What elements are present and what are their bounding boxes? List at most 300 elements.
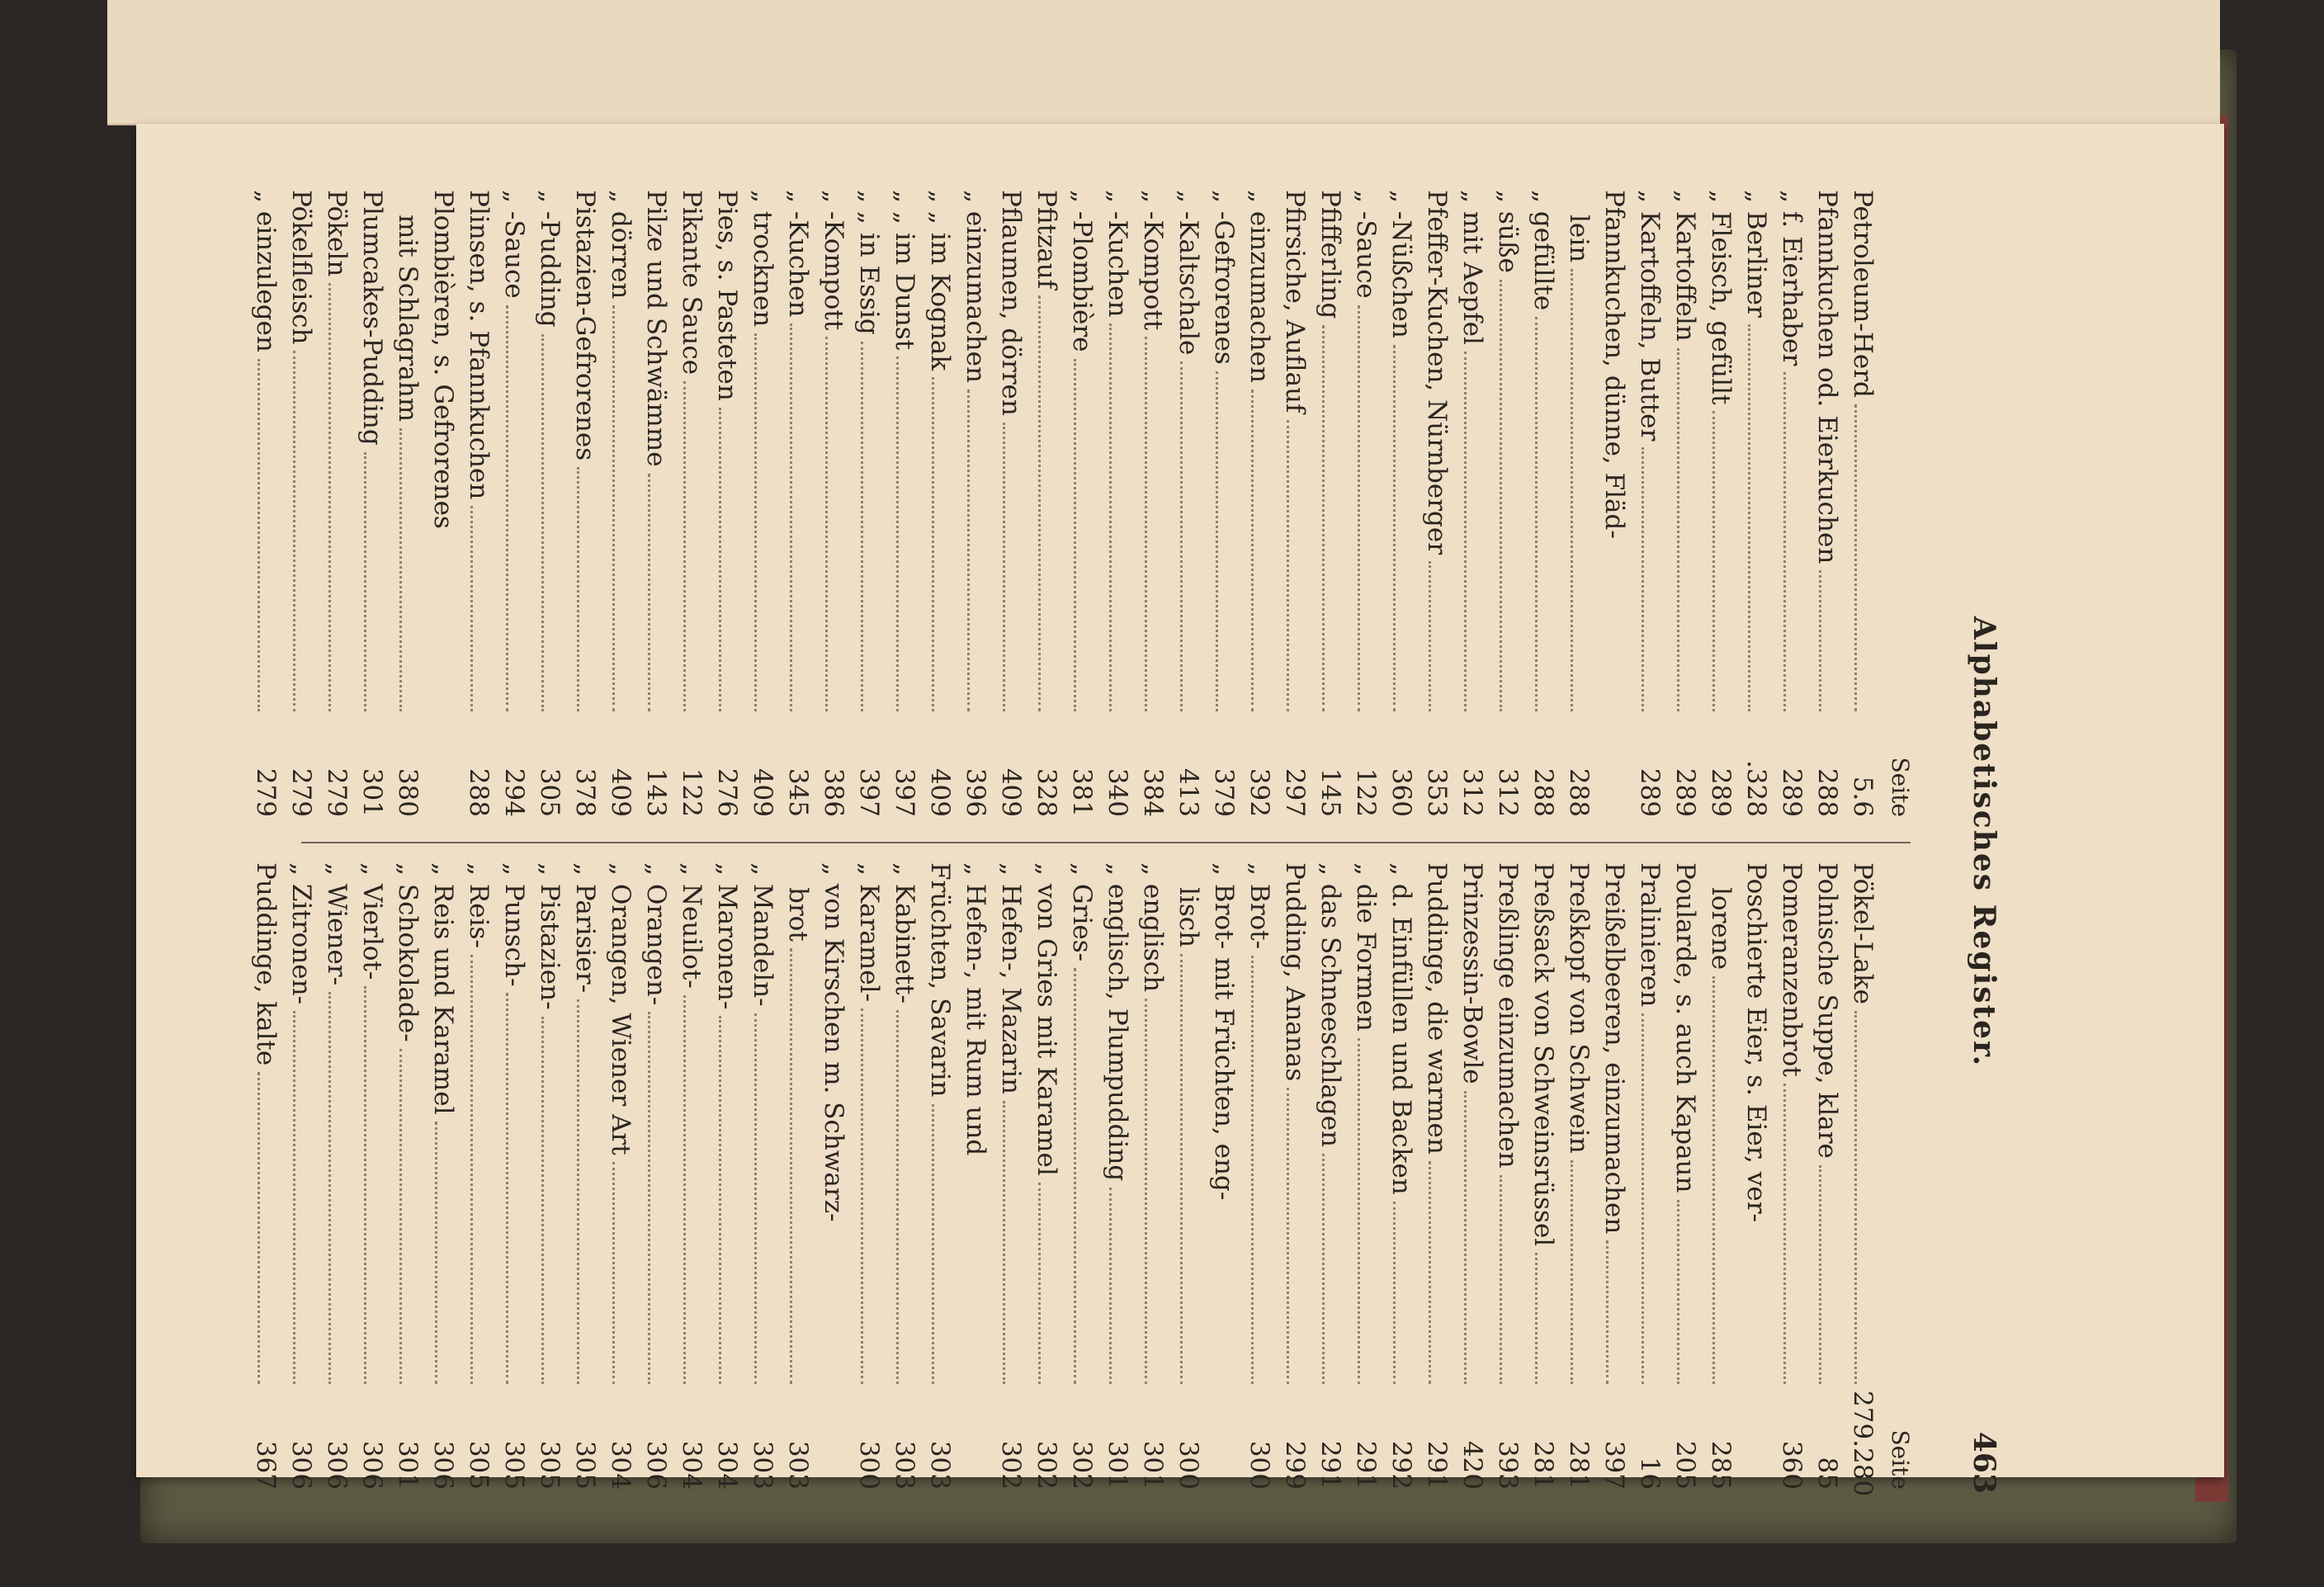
- page-reference: 397: [890, 768, 919, 817]
- page-reference: 289: [1635, 768, 1665, 817]
- page-reference: 303: [890, 1440, 919, 1490]
- index-term: „ dörren: [606, 190, 635, 300]
- dot-leader: [1748, 324, 1750, 711]
- facing-page-edge: [107, 0, 2220, 125]
- index-entry: [1807, 190, 1842, 817]
- index-entry: [423, 862, 458, 1490]
- index-entry: [1807, 862, 1842, 1490]
- dot-leader: [967, 390, 970, 711]
- index-entry: [1026, 190, 1061, 817]
- index-entry: [884, 190, 919, 817]
- page-reference: 288: [1564, 768, 1594, 817]
- index-entry: [281, 862, 316, 1490]
- page-reference: 380: [393, 768, 423, 817]
- index-entry: [281, 190, 316, 817]
- index-entry: [1026, 862, 1061, 1490]
- index-entry: [352, 862, 387, 1490]
- page-reference: 312: [1493, 768, 1523, 817]
- index-term: „ „ im Dunst: [890, 190, 919, 351]
- page-reference: 312: [1457, 768, 1487, 817]
- index-term: „ -Nüßchen: [1386, 190, 1416, 338]
- dot-leader: [1606, 1240, 1608, 1384]
- dot-leader: [861, 342, 863, 711]
- page-reference: 288: [1812, 768, 1842, 817]
- index-term: „ die Formen: [1351, 862, 1381, 1032]
- index-entry: [1594, 190, 1629, 817]
- index-term: Prinzessin-Bowle: [1457, 862, 1487, 1084]
- page-reference: 304: [712, 1440, 742, 1490]
- page-reference: 305: [499, 1440, 529, 1490]
- dot-leader: [506, 993, 508, 1384]
- dot-leader: [1145, 337, 1147, 711]
- dot-leader: [293, 351, 295, 711]
- page-reference: 328: [1032, 768, 1061, 817]
- entry-list: [245, 190, 1878, 817]
- page-reference: 306: [641, 1440, 671, 1490]
- index-entry: [1629, 190, 1665, 817]
- index-term: „ f. Eierhaber: [1777, 190, 1807, 366]
- index-term: lisch: [1174, 887, 1203, 948]
- index-entry: [1239, 862, 1274, 1490]
- index-term: „ -Kompott: [819, 190, 848, 331]
- page-reference: .328: [1741, 759, 1771, 817]
- index-term: Pilze und Schwämme: [641, 190, 671, 467]
- index-term: „ Brot- mit Früchten, eng-: [1209, 862, 1239, 1201]
- page-reference: 279.280: [1848, 1391, 1878, 1497]
- index-entry: [1061, 190, 1097, 817]
- page-reference: 392: [1245, 768, 1274, 817]
- index-entry: [919, 190, 955, 817]
- page-reference: 85: [1812, 1457, 1842, 1490]
- page-reference: 301: [357, 768, 387, 817]
- page-reference: 299: [1280, 1440, 1310, 1490]
- index-entry: [1168, 190, 1203, 817]
- index-term: Preßsack von Schweinsrüssel: [1528, 862, 1558, 1247]
- index-term: „ Brot-: [1245, 862, 1274, 950]
- index-term: „ einzulegen: [251, 190, 281, 352]
- dot-leader: [1641, 1013, 1644, 1384]
- index-term: „ Fleisch, gefüllt: [1706, 190, 1736, 405]
- index-entry: [1274, 862, 1310, 1490]
- index-term: „ -Kuchen: [1103, 190, 1132, 318]
- index-entry: [1736, 190, 1771, 817]
- dot-leader: [648, 1012, 650, 1384]
- page-reference: 413: [1174, 768, 1203, 817]
- page-reference: 409: [748, 768, 777, 817]
- index-entry: [1523, 190, 1558, 817]
- index-entry: [1523, 862, 1558, 1490]
- page-reference: 285: [1706, 1440, 1736, 1490]
- dot-leader: [1464, 352, 1467, 711]
- dot-leader: [683, 995, 686, 1384]
- page-reference: 301: [1138, 1440, 1168, 1490]
- index-term: „ Hefen-, Mazarin: [996, 862, 1026, 1094]
- page-reference: 302: [1032, 1440, 1061, 1490]
- index-term: „ Maronen-: [712, 862, 742, 1010]
- page-reference: 281: [1528, 1440, 1558, 1490]
- index-entry: [706, 862, 742, 1490]
- index-term: Pies, s. Pasteten: [712, 190, 742, 401]
- page-reference: 300: [1245, 1440, 1274, 1490]
- index-entry: [245, 862, 281, 1490]
- index-term: „ von Gries mit Karamel: [1032, 862, 1061, 1176]
- index-term: Plombièren, s. Gefrorenes: [428, 190, 458, 529]
- index-term: „ -Pudding: [535, 190, 564, 328]
- index-entry: [1629, 862, 1665, 1490]
- dot-leader: [1819, 1165, 1821, 1384]
- dot-leader: [364, 452, 366, 711]
- dot-leader: [1322, 1154, 1325, 1384]
- page-reference: 305: [535, 1440, 564, 1490]
- dot-leader: [754, 1013, 757, 1384]
- page-reference: 384: [1138, 768, 1168, 817]
- index-term: „ Reis und Karamel: [428, 862, 458, 1115]
- index-entry: [564, 190, 600, 817]
- index-term: Poularde, s. auch Kapaun: [1670, 862, 1700, 1193]
- index-term: Plumcakes-Pudding: [357, 190, 387, 446]
- index-entry: [1594, 862, 1629, 1490]
- index-term: Pökelfleisch: [286, 190, 316, 345]
- index-term: Pökeln: [322, 190, 352, 277]
- dot-leader: [364, 986, 366, 1384]
- index-entry: [1381, 862, 1416, 1490]
- dot-leader: [257, 359, 260, 711]
- page-reference: 305: [570, 1440, 600, 1490]
- dot-leader: [577, 999, 579, 1384]
- page-content: [251, 190, 2001, 1497]
- dot-leader: [1180, 361, 1183, 711]
- index-entry: [1842, 190, 1878, 817]
- index-term: Pralinieren: [1635, 862, 1665, 1008]
- index-term: Pfitzauf: [1032, 190, 1061, 290]
- index-entry: [1239, 190, 1274, 817]
- index-term: „ Orangen, Wiener Art: [606, 862, 635, 1155]
- page-reference: 122: [677, 768, 706, 817]
- page-reference: 409: [925, 768, 955, 817]
- index-term: „ „ in Essig: [854, 190, 884, 335]
- index-term: „ Vierlot-: [357, 862, 387, 980]
- dot-leader: [1712, 976, 1715, 1384]
- index-entry: [777, 862, 813, 1490]
- index-entry: [1416, 190, 1452, 817]
- page-reference: 289: [1777, 768, 1807, 817]
- page-reference: 409: [996, 768, 1026, 817]
- index-entry: [1487, 190, 1523, 817]
- dot-leader: [506, 305, 508, 711]
- index-term: Puddinge, kalte: [251, 862, 281, 1066]
- dot-leader: [790, 948, 792, 1384]
- entry-list: [245, 862, 1878, 1497]
- dot-leader: [1109, 1188, 1112, 1384]
- index-term: Preißelbeeren, einzumachen: [1599, 862, 1629, 1235]
- index-entry: [1097, 190, 1132, 817]
- index-entry: [1558, 190, 1594, 817]
- page-reference: 16: [1635, 1457, 1665, 1490]
- index-entry: [884, 862, 919, 1490]
- dot-leader: [1038, 295, 1041, 711]
- index-entry: [1061, 862, 1097, 1490]
- page-reference: 304: [677, 1440, 706, 1490]
- dot-leader: [1819, 570, 1821, 711]
- page-reference: 279: [286, 768, 316, 817]
- index-term: „ d. Einfüllen und Backen: [1386, 862, 1416, 1195]
- index-entry: [1771, 862, 1807, 1490]
- index-term: Petroleum-Herd: [1848, 190, 1878, 398]
- index-entry: [1203, 190, 1239, 817]
- page-reference: 301: [393, 1440, 423, 1490]
- dot-leader: [719, 408, 721, 711]
- index-entry: [529, 190, 564, 817]
- index-term: „ süße: [1493, 190, 1523, 273]
- index-entry: [458, 190, 494, 817]
- page-reference: 300: [854, 1440, 884, 1490]
- dot-leader: [1535, 317, 1538, 711]
- index-term: Plinsen, s. Pfannkuchen: [464, 190, 494, 500]
- dot-leader: [683, 381, 686, 711]
- index-term: Pfannkuchen, dünne, Fläd-: [1599, 190, 1629, 539]
- index-term: Pfifferling: [1316, 190, 1345, 319]
- index-entry: [1487, 862, 1523, 1490]
- index-term: „ Pistazien-: [535, 862, 564, 1010]
- page-reference: 300: [1174, 1440, 1203, 1490]
- index-term: Pökel-Lake: [1848, 862, 1878, 1004]
- index-term: Pfirsiche, Auflauf: [1280, 190, 1310, 413]
- index-term: „ einzumachen: [961, 190, 990, 383]
- index-term: „ -Plombière: [1067, 190, 1097, 352]
- index-column-right: [245, 862, 1919, 1497]
- index-term: „ -Kaltschale: [1174, 190, 1203, 356]
- index-term: Puddinge, die warmen: [1422, 862, 1452, 1155]
- page-reference: 297: [1280, 768, 1310, 817]
- dot-leader: [1500, 1175, 1502, 1384]
- dot-leader: [1322, 325, 1325, 711]
- index-term: „ -Sauce: [1351, 190, 1381, 299]
- index-entry: [742, 190, 777, 817]
- dot-leader: [257, 1072, 260, 1384]
- index-term: Pflaumen, dörren: [996, 190, 1026, 416]
- dot-leader: [1393, 1202, 1396, 1384]
- page-reference: 143: [641, 768, 671, 817]
- dot-leader: [825, 337, 828, 711]
- index-term: „ Kartoffeln, Butter: [1635, 190, 1665, 442]
- index-entry: [1203, 862, 1239, 1490]
- page-reference: 306: [322, 1440, 352, 1490]
- dot-leader: [1571, 269, 1573, 711]
- index-entry: [1274, 190, 1310, 817]
- dot-leader: [1571, 1160, 1573, 1384]
- page-reference: 396: [961, 768, 990, 817]
- page-reference: 397: [1599, 1440, 1629, 1490]
- index-entry: [564, 862, 600, 1490]
- page-reference: 122: [1351, 768, 1381, 817]
- page-reference: 205: [1670, 1440, 1700, 1490]
- index-term: „ mit Aepfel: [1457, 190, 1487, 345]
- index-entry: [600, 190, 635, 817]
- page-reference: 393: [1493, 1440, 1523, 1490]
- index-term: Früchten, Savarin: [925, 862, 955, 1098]
- index-term: lein: [1564, 215, 1594, 263]
- index-term: „ Kabinett-: [890, 862, 919, 1004]
- index-term: „ gefüllte: [1528, 190, 1558, 311]
- dot-leader: [1358, 1038, 1360, 1384]
- dot-leader: [541, 1017, 544, 1384]
- page-reference: 379: [1209, 768, 1239, 817]
- dot-leader: [1712, 411, 1715, 711]
- dot-leader: [932, 1104, 934, 1384]
- index-term: Preßlinge einzumachen: [1493, 862, 1523, 1169]
- index-term: brot: [783, 887, 813, 942]
- dot-leader: [1145, 999, 1147, 1384]
- dot-leader: [435, 1122, 437, 1384]
- dot-leader: [1464, 1091, 1467, 1384]
- page-reference: 305: [535, 768, 564, 817]
- page-reference: 409: [606, 768, 635, 817]
- index-entry: [1132, 190, 1168, 817]
- index-term: „ -Kuchen: [783, 190, 813, 318]
- index-term: „ Gries-: [1067, 862, 1097, 962]
- dot-leader: [1854, 1011, 1857, 1384]
- index-term: Polnische Suppe, klare: [1812, 862, 1842, 1159]
- index-term: „ Punsch-: [499, 862, 529, 987]
- index-entry: [1452, 862, 1487, 1490]
- index-term: Pfeffer-Kuchen, Nürnberger: [1422, 190, 1452, 555]
- index-term: „ Hefen-, mit Rum und: [961, 862, 990, 1156]
- index-entry: [423, 190, 458, 817]
- index-term: „ einzumachen: [1245, 190, 1274, 383]
- index-entry: [635, 190, 671, 817]
- dot-leader: [1038, 1183, 1041, 1384]
- index-entry: [813, 190, 848, 817]
- dot-leader: [1641, 447, 1644, 711]
- index-entry: [1416, 862, 1452, 1490]
- index-entry: [635, 862, 671, 1490]
- index-term: „ -Kompott: [1138, 190, 1168, 331]
- index-term: „ Zitronen-: [286, 862, 316, 1005]
- dot-leader: [1783, 1084, 1786, 1384]
- index-entry: [1736, 862, 1771, 1490]
- index-entry: [458, 862, 494, 1490]
- dot-leader: [1677, 1200, 1679, 1385]
- dot-leader: [1429, 561, 1431, 711]
- dot-leader: [328, 283, 331, 711]
- index-term: Pfannkuchen od. Eierkuchen: [1812, 190, 1842, 564]
- index-entry: [1097, 862, 1132, 1490]
- page-reference: 306: [428, 1440, 458, 1490]
- index-term: „ trocknen: [748, 190, 777, 328]
- page-reference: 279: [251, 768, 281, 817]
- page-reference: 301: [1103, 1440, 1132, 1490]
- dot-leader: [1074, 359, 1076, 712]
- dot-leader: [1535, 1253, 1538, 1384]
- dot-leader: [1109, 324, 1112, 711]
- index-entry: [1452, 190, 1487, 817]
- index-term: „ von Kirschen m. Schwarz-: [819, 862, 848, 1222]
- index-term: „ das Schneeschlagen: [1316, 862, 1345, 1148]
- page-reference: 289: [1670, 768, 1700, 817]
- index-entry: [1771, 190, 1807, 817]
- page-number: 463: [1967, 1431, 2001, 1494]
- page-reference: 353: [1422, 768, 1452, 817]
- index-entry: [494, 862, 529, 1490]
- index-entry: [600, 862, 635, 1490]
- index-term: „ Reis-: [464, 862, 494, 948]
- index-term: „ Orangen-: [641, 862, 671, 1006]
- index-term: Preßkopf von Schwein: [1564, 862, 1594, 1154]
- dot-leader: [861, 1008, 863, 1384]
- dot-leader: [470, 506, 473, 711]
- index-term: „ Berliner: [1741, 190, 1771, 318]
- page-reference: 360: [1386, 768, 1416, 817]
- index-term: Pistazien-Gefrorenes: [570, 190, 600, 461]
- index-entry: [1345, 862, 1381, 1490]
- dot-leader: [1251, 956, 1254, 1384]
- index-term: „ Schokolade-: [393, 862, 423, 1042]
- page-reference: 145: [1316, 768, 1345, 817]
- index-entry: [1310, 862, 1345, 1490]
- page-reference: 305: [464, 1440, 494, 1490]
- page-reference: 291: [1422, 1440, 1452, 1490]
- page-reference: 345: [783, 768, 813, 817]
- index-entry: [245, 190, 281, 817]
- dot-leader: [896, 1010, 899, 1384]
- dot-leader: [932, 377, 934, 711]
- dot-leader: [612, 305, 615, 711]
- index-column-left: [245, 190, 1919, 817]
- dot-leader: [293, 1011, 295, 1384]
- dot-leader: [612, 1162, 615, 1384]
- index-term: „ englisch, Plumpudding: [1103, 862, 1132, 1182]
- index-entry: [990, 190, 1026, 817]
- dot-leader: [1854, 404, 1857, 711]
- index-term: „ Neuilot-: [677, 862, 706, 989]
- page-reference: 5.6: [1848, 776, 1878, 817]
- page-reference: 386: [819, 768, 848, 817]
- dot-leader: [1677, 348, 1679, 711]
- page-reference: 340: [1103, 768, 1132, 817]
- index-term: Pomeranzenbrot: [1777, 862, 1807, 1077]
- index-term: „ Parisier-: [570, 862, 600, 994]
- index-entry: [352, 190, 387, 817]
- dot-leader: [1783, 372, 1786, 711]
- index-term: Poschierte Eier, s. Eier, ver-: [1741, 862, 1771, 1223]
- index-entry: [742, 862, 777, 1490]
- page-reference: 291: [1351, 1440, 1381, 1490]
- index-entry: [1700, 190, 1736, 817]
- column-divider: [301, 842, 1911, 843]
- dot-leader: [1287, 420, 1289, 711]
- dot-leader: [399, 428, 402, 711]
- page-reference: 381: [1067, 768, 1097, 817]
- page-reference: 303: [783, 1440, 813, 1490]
- index-entry: [1558, 862, 1594, 1490]
- page-reference: 289: [1706, 768, 1736, 817]
- page-reference: 288: [1528, 768, 1558, 817]
- dot-leader: [1216, 371, 1218, 711]
- page-reference: 378: [570, 768, 600, 817]
- index-entry: [1168, 862, 1203, 1490]
- dot-leader: [896, 357, 899, 711]
- page-reference: 367: [251, 1440, 281, 1490]
- dot-leader: [1393, 345, 1396, 711]
- index-term: „ „ im Kognak: [925, 190, 955, 371]
- page-reference: 302: [996, 1440, 1026, 1490]
- page-reference: 303: [748, 1440, 777, 1490]
- index-term: „ -Sauce: [499, 190, 529, 299]
- page-reference: 288: [464, 768, 494, 817]
- page-reference: 306: [286, 1440, 316, 1490]
- page-reference: 306: [357, 1440, 387, 1490]
- index-entry: [1665, 190, 1700, 817]
